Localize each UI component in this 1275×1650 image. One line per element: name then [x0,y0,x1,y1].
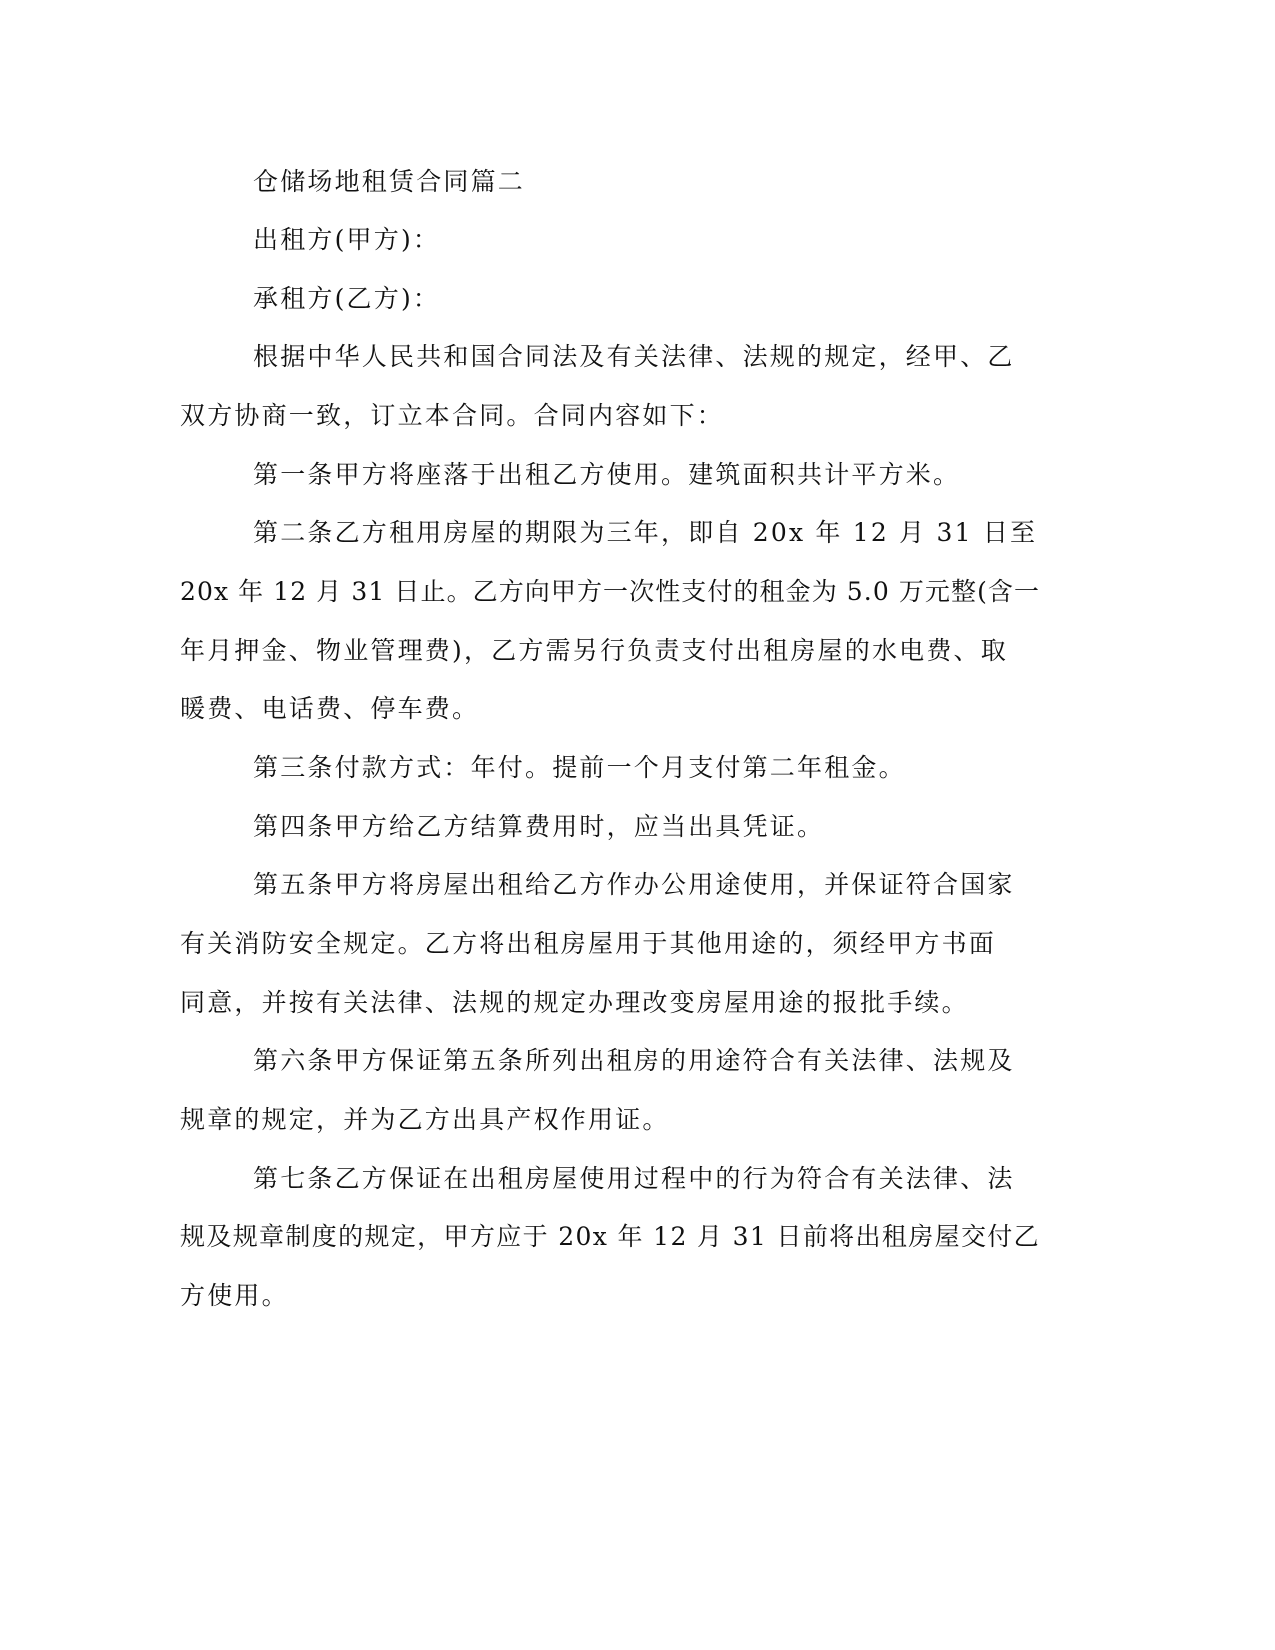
article-5-line-1: 第五条甲方将房屋出租给乙方作办公用途使用，并保证符合国家 [253,870,1015,899]
document-title: 仓储场地租赁合同篇二 [253,167,526,196]
article-2-line-4: 暖费、电话费、停车费。 [180,694,480,723]
article-6-line-1: 第六条甲方保证第五条所列出租房的用途符合有关法律、法规及 [253,1046,1015,1075]
article-7-line-1: 第七条乙方保证在出租房屋使用过程中的行为符合有关法律、法 [253,1164,1015,1193]
article-5-line-3: 同意，并按有关法律、法规的规定办理改变房屋用途的报批手续。 [180,988,969,1017]
lessee-line: 承租方(乙方)： [253,284,441,313]
preamble-line-1: 根据中华人民共和国合同法及有关法律、法规的规定，经甲、乙 [253,342,1015,371]
article-4: 第四条甲方给乙方结算费用时，应当出具凭证。 [253,812,825,841]
article-1: 第一条甲方将座落于出租乙方使用。建筑面积共计平方米。 [253,460,961,489]
lessor-line: 出租方(甲方)： [253,225,441,254]
article-2-line-3: 年月押金、物业管理费)，乙方需另行负责支付出租房屋的水电费、取 [180,636,1008,665]
article-3: 第三条付款方式：年付。提前一个月支付第二年租金。 [253,753,906,782]
article-7-line-2: 规及规章制度的规定，甲方应于 20x 年 12 月 31 日前将出租房屋交付乙 [180,1222,1041,1251]
article-5-line-2: 有关消防安全规定。乙方将出租房屋用于其他用途的，须经甲方书面 [180,929,997,958]
article-7-line-3: 方使用。 [180,1281,289,1310]
preamble-line-2: 双方协商一致，订立本合同。合同内容如下： [180,401,725,430]
article-2-line-1: 第二条乙方租用房屋的期限为三年，即自 20x 年 12 月 31 日至 [253,518,1038,547]
article-2-line-2: 20x 年 12 月 31 日止。乙方向甲方一次性支付的租金为 5.0 万元整(含一 [180,577,1041,606]
article-6-line-2: 规章的规定，并为乙方出具产权作用证。 [180,1105,670,1134]
